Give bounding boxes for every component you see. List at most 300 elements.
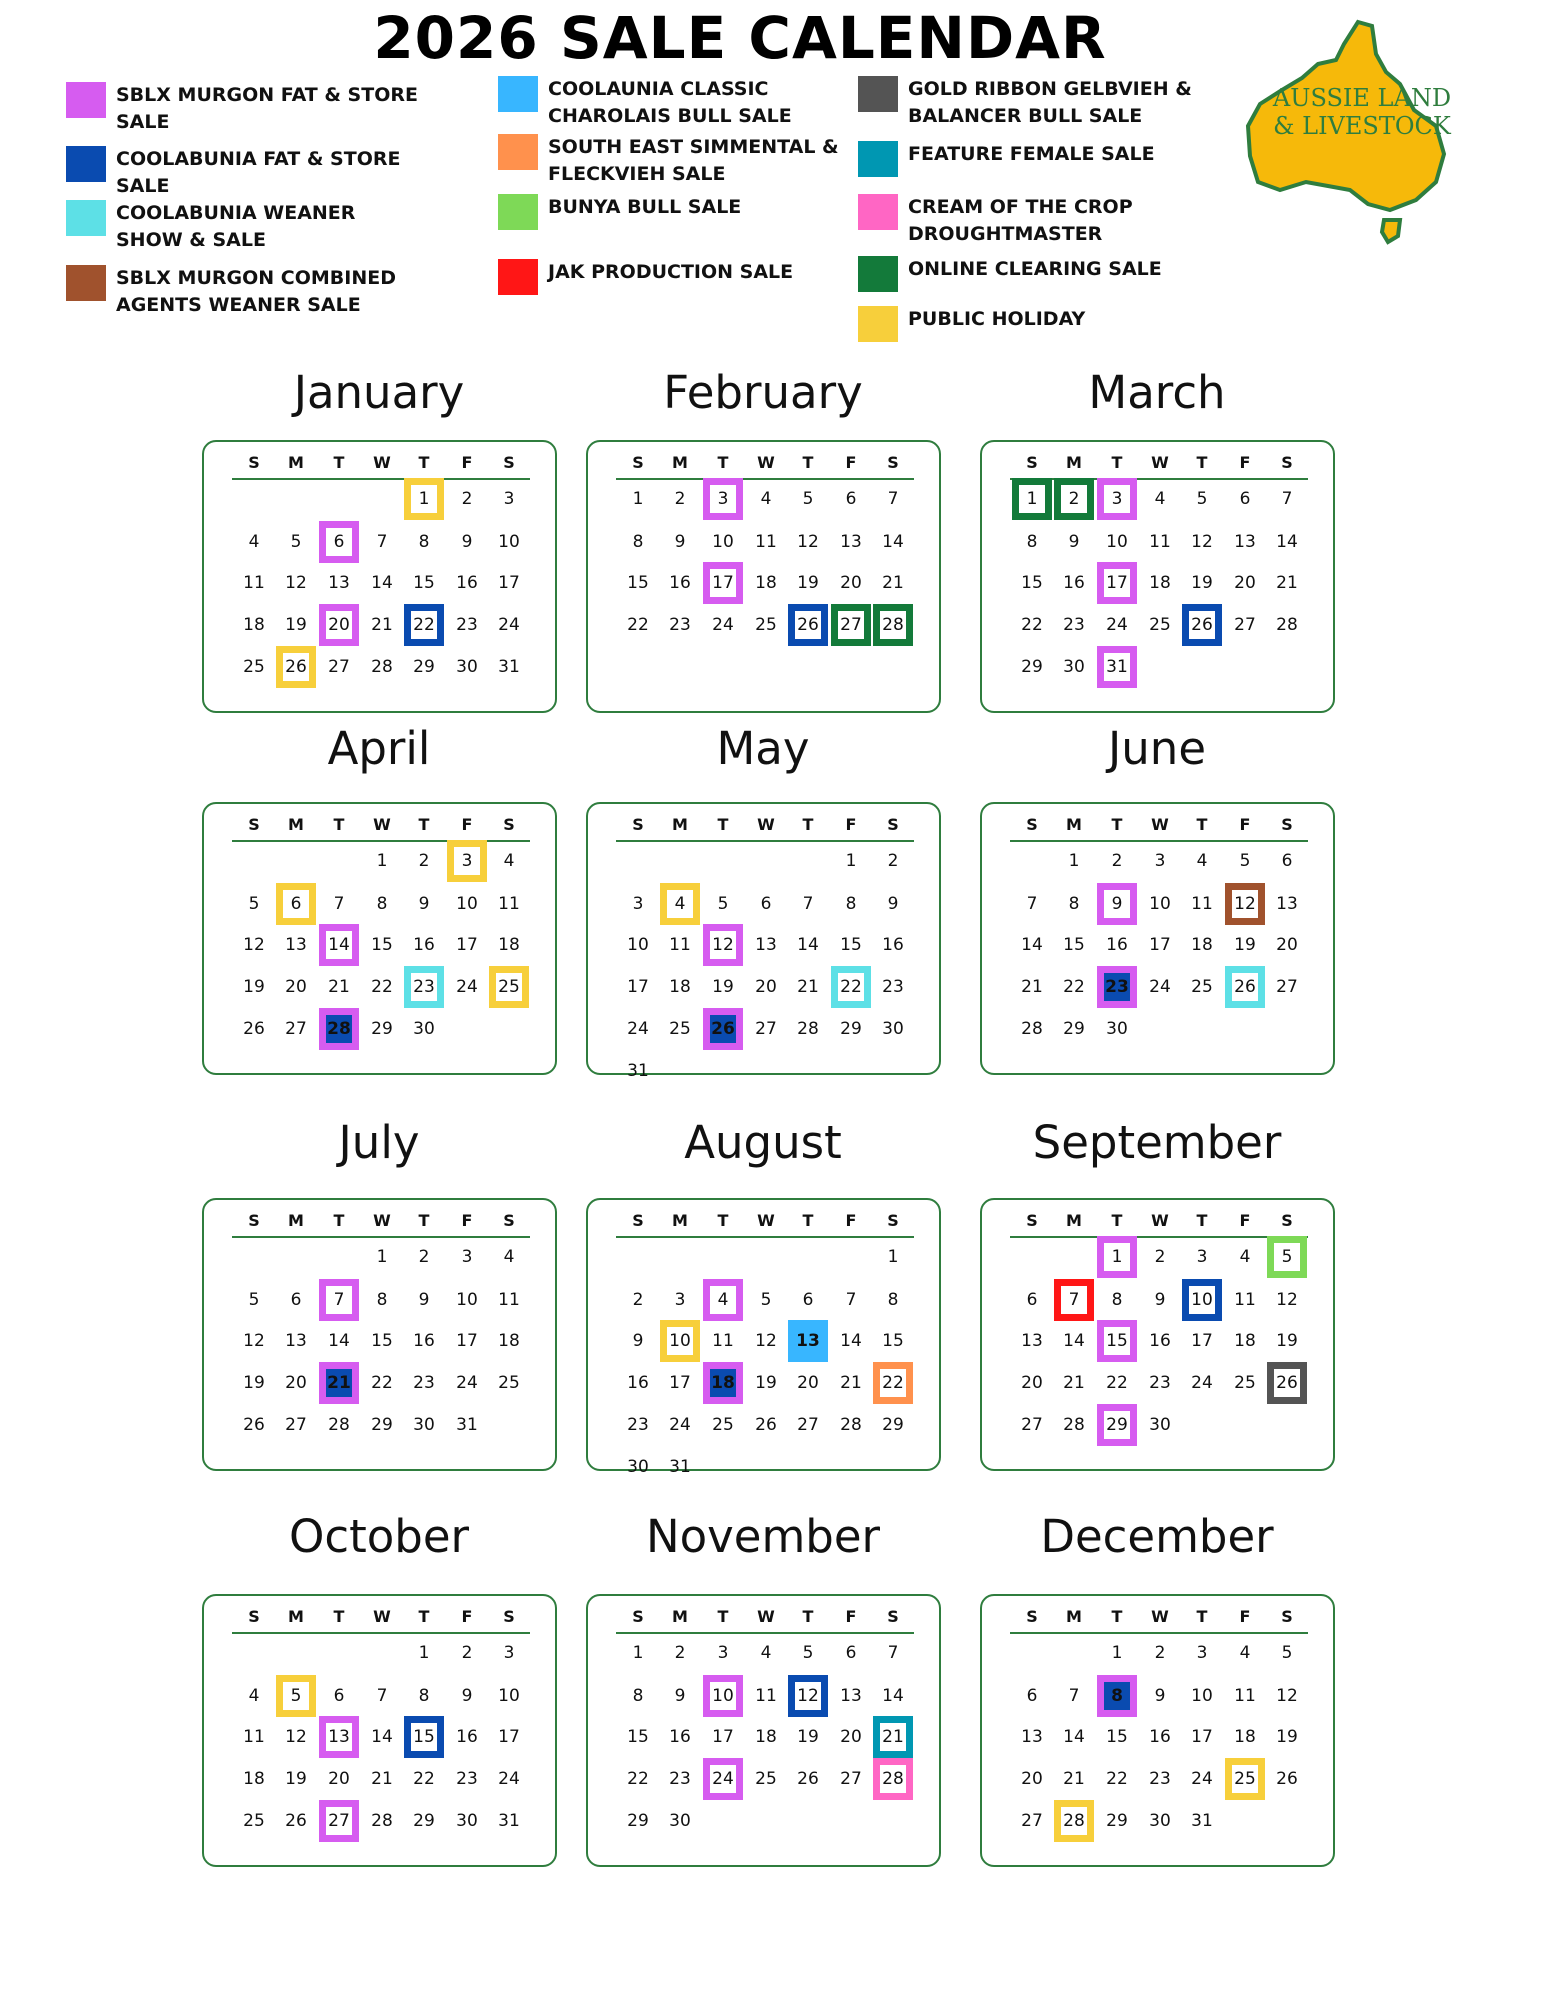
day-cell[interactable]: 18 (243, 615, 265, 635)
day-cell[interactable]: 20 (1234, 573, 1256, 593)
day-cell[interactable]: 21 (328, 977, 350, 997)
day-cell[interactable]: 17 (1191, 1727, 1213, 1747)
day-cell[interactable]: 21 (1063, 1373, 1085, 1393)
day-cell[interactable]: 5 (760, 1290, 772, 1310)
day-cell[interactable]: 29 (1097, 1404, 1137, 1446)
day-cell[interactable]: 5 (802, 1643, 814, 1663)
day-cell[interactable]: 24 (712, 615, 734, 635)
day-cell[interactable]: 26 (703, 1008, 743, 1050)
day-cell[interactable]: 3 (1097, 478, 1137, 520)
day-cell[interactable]: 12 (755, 1331, 777, 1351)
day-cell[interactable]: 31 (1097, 646, 1137, 688)
day-cell[interactable]: 17 (498, 573, 520, 593)
day-cell[interactable]: 9 (418, 894, 430, 914)
day-cell[interactable]: 10 (498, 532, 520, 552)
day-cell[interactable]: 31 (1191, 1811, 1213, 1831)
day-cell[interactable]: 10 (627, 935, 649, 955)
day-cell[interactable]: 14 (328, 1331, 350, 1351)
day-cell[interactable]: 21 (1021, 977, 1043, 997)
day-cell[interactable]: 3 (447, 840, 487, 882)
day-cell[interactable]: 27 (319, 1800, 359, 1842)
day-cell[interactable]: 19 (243, 1373, 265, 1393)
day-cell[interactable]: 27 (831, 604, 871, 646)
day-cell[interactable]: 7 (376, 532, 388, 552)
day-cell[interactable]: 17 (1097, 562, 1137, 604)
day-cell[interactable]: 2 (674, 1643, 686, 1663)
day-cell[interactable]: 8 (376, 1290, 388, 1310)
day-cell[interactable]: 30 (669, 1811, 691, 1831)
day-cell[interactable]: 31 (498, 1811, 520, 1831)
day-cell[interactable]: 28 (873, 1758, 913, 1800)
day-cell[interactable]: 28 (797, 1019, 819, 1039)
day-cell[interactable]: 11 (498, 1290, 520, 1310)
day-cell[interactable]: 3 (461, 1247, 473, 1267)
day-cell[interactable]: 28 (319, 1008, 359, 1050)
day-cell[interactable]: 10 (1106, 532, 1128, 552)
day-cell[interactable]: 28 (1063, 1415, 1085, 1435)
day-cell[interactable]: 24 (627, 1019, 649, 1039)
day-cell[interactable]: 26 (755, 1415, 777, 1435)
day-cell[interactable]: 31 (627, 1061, 649, 1081)
day-cell[interactable]: 9 (1097, 883, 1137, 925)
day-cell[interactable]: 17 (1191, 1331, 1213, 1351)
day-cell[interactable]: 1 (376, 851, 388, 871)
day-cell[interactable]: 25 (1234, 1373, 1256, 1393)
day-cell[interactable]: 4 (760, 489, 772, 509)
day-cell[interactable]: 21 (1276, 573, 1298, 593)
day-cell[interactable]: 8 (1097, 1675, 1137, 1717)
day-cell[interactable]: 8 (632, 532, 644, 552)
day-cell[interactable]: 14 (882, 1686, 904, 1706)
day-cell[interactable]: 25 (1225, 1758, 1265, 1800)
day-cell[interactable]: 27 (755, 1019, 777, 1039)
day-cell[interactable]: 22 (404, 604, 444, 646)
day-cell[interactable]: 16 (413, 935, 435, 955)
day-cell[interactable]: 24 (498, 615, 520, 635)
day-cell[interactable]: 29 (413, 657, 435, 677)
day-cell[interactable]: 14 (840, 1331, 862, 1351)
day-cell[interactable]: 5 (1196, 489, 1208, 509)
day-cell[interactable]: 3 (1154, 851, 1166, 871)
day-cell[interactable]: 6 (1239, 489, 1251, 509)
day-cell[interactable]: 23 (882, 977, 904, 997)
day-cell[interactable]: 28 (873, 604, 913, 646)
day-cell[interactable]: 16 (669, 1727, 691, 1747)
day-cell[interactable]: 16 (1149, 1727, 1171, 1747)
day-cell[interactable]: 22 (371, 977, 393, 997)
day-cell[interactable]: 25 (1191, 977, 1213, 997)
day-cell[interactable]: 19 (797, 573, 819, 593)
day-cell[interactable]: 26 (1276, 1769, 1298, 1789)
day-cell[interactable]: 6 (333, 1686, 345, 1706)
day-cell[interactable]: 23 (1149, 1769, 1171, 1789)
day-cell[interactable]: 27 (1021, 1415, 1043, 1435)
day-cell[interactable]: 12 (703, 924, 743, 966)
day-cell[interactable]: 26 (1267, 1362, 1307, 1404)
day-cell[interactable]: 15 (371, 935, 393, 955)
day-cell[interactable]: 30 (1063, 657, 1085, 677)
day-cell[interactable]: 4 (760, 1643, 772, 1663)
day-cell[interactable]: 18 (755, 573, 777, 593)
day-cell[interactable]: 20 (797, 1373, 819, 1393)
day-cell[interactable]: 11 (1234, 1686, 1256, 1706)
day-cell[interactable]: 13 (328, 573, 350, 593)
day-cell[interactable]: 9 (632, 1331, 644, 1351)
day-cell[interactable]: 4 (503, 1247, 515, 1267)
day-cell[interactable]: 13 (840, 532, 862, 552)
day-cell[interactable]: 12 (285, 1727, 307, 1747)
day-cell[interactable]: 24 (1191, 1373, 1213, 1393)
day-cell[interactable]: 7 (1281, 489, 1293, 509)
day-cell[interactable]: 22 (413, 1769, 435, 1789)
day-cell[interactable]: 25 (243, 1811, 265, 1831)
day-cell[interactable]: 13 (788, 1320, 828, 1362)
day-cell[interactable]: 6 (1026, 1686, 1038, 1706)
day-cell[interactable]: 1 (376, 1247, 388, 1267)
day-cell[interactable]: 2 (632, 1290, 644, 1310)
day-cell[interactable]: 5 (248, 894, 260, 914)
day-cell[interactable]: 30 (627, 1457, 649, 1477)
day-cell[interactable]: 13 (1234, 532, 1256, 552)
day-cell[interactable]: 7 (1054, 1279, 1094, 1321)
day-cell[interactable]: 14 (371, 1727, 393, 1747)
day-cell[interactable]: 27 (1021, 1811, 1043, 1831)
day-cell[interactable]: 19 (797, 1727, 819, 1747)
day-cell[interactable]: 26 (276, 646, 316, 688)
day-cell[interactable]: 11 (755, 1686, 777, 1706)
day-cell[interactable]: 15 (627, 1727, 649, 1747)
day-cell[interactable]: 5 (1267, 1236, 1307, 1278)
day-cell[interactable]: 10 (660, 1320, 700, 1362)
day-cell[interactable]: 6 (845, 489, 857, 509)
day-cell[interactable]: 18 (1149, 573, 1171, 593)
day-cell[interactable]: 11 (755, 532, 777, 552)
day-cell[interactable]: 6 (319, 521, 359, 563)
day-cell[interactable]: 7 (1068, 1686, 1080, 1706)
day-cell[interactable]: 3 (717, 1643, 729, 1663)
day-cell[interactable]: 14 (1021, 935, 1043, 955)
day-cell[interactable]: 30 (456, 1811, 478, 1831)
day-cell[interactable]: 23 (1063, 615, 1085, 635)
day-cell[interactable]: 23 (669, 615, 691, 635)
day-cell[interactable]: 18 (243, 1769, 265, 1789)
day-cell[interactable]: 4 (1239, 1247, 1251, 1267)
day-cell[interactable]: 21 (882, 573, 904, 593)
day-cell[interactable]: 30 (1106, 1019, 1128, 1039)
day-cell[interactable]: 23 (413, 1373, 435, 1393)
day-cell[interactable]: 23 (456, 1769, 478, 1789)
day-cell[interactable]: 13 (285, 935, 307, 955)
day-cell[interactable]: 8 (418, 1686, 430, 1706)
day-cell[interactable]: 26 (285, 1811, 307, 1831)
day-cell[interactable]: 20 (1021, 1373, 1043, 1393)
day-cell[interactable]: 17 (712, 1727, 734, 1747)
day-cell[interactable]: 4 (660, 883, 700, 925)
day-cell[interactable]: 8 (632, 1686, 644, 1706)
day-cell[interactable]: 23 (669, 1769, 691, 1789)
day-cell[interactable]: 9 (1154, 1290, 1166, 1310)
day-cell[interactable]: 25 (498, 1373, 520, 1393)
day-cell[interactable]: 16 (1149, 1331, 1171, 1351)
day-cell[interactable]: 16 (1063, 573, 1085, 593)
day-cell[interactable]: 19 (285, 615, 307, 635)
day-cell[interactable]: 14 (371, 573, 393, 593)
day-cell[interactable]: 6 (1281, 851, 1293, 871)
day-cell[interactable]: 19 (243, 977, 265, 997)
day-cell[interactable]: 12 (285, 573, 307, 593)
day-cell[interactable]: 29 (371, 1415, 393, 1435)
day-cell[interactable]: 3 (503, 489, 515, 509)
day-cell[interactable]: 9 (461, 1686, 473, 1706)
day-cell[interactable]: 10 (456, 1290, 478, 1310)
day-cell[interactable]: 2 (887, 851, 899, 871)
day-cell[interactable]: 21 (371, 1769, 393, 1789)
day-cell[interactable]: 20 (285, 977, 307, 997)
day-cell[interactable]: 15 (1106, 1727, 1128, 1747)
day-cell[interactable]: 23 (627, 1415, 649, 1435)
day-cell[interactable]: 14 (1276, 532, 1298, 552)
day-cell[interactable]: 28 (1021, 1019, 1043, 1039)
day-cell[interactable]: 17 (456, 935, 478, 955)
day-cell[interactable]: 11 (1191, 894, 1213, 914)
day-cell[interactable]: 12 (788, 1675, 828, 1717)
day-cell[interactable]: 10 (1149, 894, 1171, 914)
day-cell[interactable]: 28 (840, 1415, 862, 1435)
day-cell[interactable]: 2 (1111, 851, 1123, 871)
day-cell[interactable]: 12 (1191, 532, 1213, 552)
day-cell[interactable]: 20 (840, 573, 862, 593)
day-cell[interactable]: 14 (797, 935, 819, 955)
day-cell[interactable]: 12 (1225, 883, 1265, 925)
day-cell[interactable]: 29 (413, 1811, 435, 1831)
day-cell[interactable]: 12 (797, 532, 819, 552)
day-cell[interactable]: 25 (1149, 615, 1171, 635)
day-cell[interactable]: 26 (1225, 966, 1265, 1008)
day-cell[interactable]: 23 (1149, 1373, 1171, 1393)
day-cell[interactable]: 20 (1021, 1769, 1043, 1789)
day-cell[interactable]: 8 (1068, 894, 1080, 914)
day-cell[interactable]: 29 (1106, 1811, 1128, 1831)
day-cell[interactable]: 27 (285, 1415, 307, 1435)
day-cell[interactable]: 2 (1054, 478, 1094, 520)
day-cell[interactable]: 3 (674, 1290, 686, 1310)
day-cell[interactable]: 1 (1012, 478, 1052, 520)
day-cell[interactable]: 2 (418, 1247, 430, 1267)
day-cell[interactable]: 2 (674, 489, 686, 509)
day-cell[interactable]: 23 (456, 615, 478, 635)
day-cell[interactable]: 12 (1276, 1290, 1298, 1310)
day-cell[interactable]: 8 (1111, 1290, 1123, 1310)
day-cell[interactable]: 1 (845, 851, 857, 871)
day-cell[interactable]: 13 (840, 1686, 862, 1706)
day-cell[interactable]: 2 (1154, 1247, 1166, 1267)
day-cell[interactable]: 6 (845, 1643, 857, 1663)
day-cell[interactable]: 7 (802, 894, 814, 914)
day-cell[interactable]: 5 (276, 1675, 316, 1717)
day-cell[interactable]: 24 (498, 1769, 520, 1789)
day-cell[interactable]: 6 (802, 1290, 814, 1310)
day-cell[interactable]: 27 (328, 657, 350, 677)
day-cell[interactable]: 11 (1234, 1290, 1256, 1310)
day-cell[interactable]: 9 (461, 532, 473, 552)
day-cell[interactable]: 10 (456, 894, 478, 914)
day-cell[interactable]: 17 (498, 1727, 520, 1747)
day-cell[interactable]: 11 (243, 573, 265, 593)
day-cell[interactable]: 15 (371, 1331, 393, 1351)
day-cell[interactable]: 24 (1106, 615, 1128, 635)
day-cell[interactable]: 7 (887, 489, 899, 509)
day-cell[interactable]: 5 (1239, 851, 1251, 871)
day-cell[interactable]: 17 (703, 562, 743, 604)
day-cell[interactable]: 20 (285, 1373, 307, 1393)
day-cell[interactable]: 16 (456, 1727, 478, 1747)
day-cell[interactable]: 28 (1276, 615, 1298, 635)
day-cell[interactable]: 4 (1196, 851, 1208, 871)
day-cell[interactable]: 13 (1276, 894, 1298, 914)
day-cell[interactable]: 12 (243, 935, 265, 955)
day-cell[interactable]: 7 (1026, 894, 1038, 914)
day-cell[interactable]: 1 (1068, 851, 1080, 871)
day-cell[interactable]: 14 (319, 924, 359, 966)
day-cell[interactable]: 11 (1149, 532, 1171, 552)
day-cell[interactable]: 25 (489, 966, 529, 1008)
day-cell[interactable]: 11 (712, 1331, 734, 1351)
day-cell[interactable]: 28 (371, 657, 393, 677)
day-cell[interactable]: 22 (627, 1769, 649, 1789)
day-cell[interactable]: 16 (1106, 935, 1128, 955)
day-cell[interactable]: 19 (1276, 1331, 1298, 1351)
day-cell[interactable]: 19 (285, 1769, 307, 1789)
day-cell[interactable]: 3 (632, 894, 644, 914)
day-cell[interactable]: 29 (1063, 1019, 1085, 1039)
day-cell[interactable]: 16 (882, 935, 904, 955)
day-cell[interactable]: 7 (845, 1290, 857, 1310)
day-cell[interactable]: 7 (887, 1643, 899, 1663)
day-cell[interactable]: 18 (498, 935, 520, 955)
day-cell[interactable]: 15 (882, 1331, 904, 1351)
day-cell[interactable]: 27 (1234, 615, 1256, 635)
day-cell[interactable]: 17 (669, 1373, 691, 1393)
day-cell[interactable]: 25 (669, 1019, 691, 1039)
day-cell[interactable]: 1 (404, 478, 444, 520)
day-cell[interactable]: 27 (797, 1415, 819, 1435)
day-cell[interactable]: 9 (887, 894, 899, 914)
day-cell[interactable]: 30 (1149, 1415, 1171, 1435)
day-cell[interactable]: 17 (627, 977, 649, 997)
day-cell[interactable]: 9 (418, 1290, 430, 1310)
day-cell[interactable]: 4 (703, 1279, 743, 1321)
day-cell[interactable]: 21 (797, 977, 819, 997)
day-cell[interactable]: 15 (840, 935, 862, 955)
day-cell[interactable]: 27 (840, 1769, 862, 1789)
day-cell[interactable]: 28 (1054, 1800, 1094, 1842)
day-cell[interactable]: 26 (243, 1019, 265, 1039)
day-cell[interactable]: 29 (371, 1019, 393, 1039)
day-cell[interactable]: 25 (712, 1415, 734, 1435)
day-cell[interactable]: 1 (887, 1247, 899, 1267)
day-cell[interactable]: 19 (1234, 935, 1256, 955)
day-cell[interactable]: 8 (418, 532, 430, 552)
day-cell[interactable]: 22 (1063, 977, 1085, 997)
day-cell[interactable]: 8 (1026, 532, 1038, 552)
day-cell[interactable]: 22 (627, 615, 649, 635)
day-cell[interactable]: 21 (319, 1362, 359, 1404)
day-cell[interactable]: 1 (1097, 1236, 1137, 1278)
day-cell[interactable]: 22 (1021, 615, 1043, 635)
day-cell[interactable]: 16 (413, 1331, 435, 1351)
day-cell[interactable]: 3 (1196, 1643, 1208, 1663)
day-cell[interactable]: 13 (755, 935, 777, 955)
day-cell[interactable]: 22 (1106, 1769, 1128, 1789)
day-cell[interactable]: 14 (1063, 1331, 1085, 1351)
day-cell[interactable]: 17 (1149, 935, 1171, 955)
day-cell[interactable]: 13 (319, 1716, 359, 1758)
day-cell[interactable]: 14 (1063, 1727, 1085, 1747)
day-cell[interactable]: 10 (712, 532, 734, 552)
day-cell[interactable]: 4 (1239, 1643, 1251, 1663)
day-cell[interactable]: 30 (882, 1019, 904, 1039)
day-cell[interactable]: 18 (669, 977, 691, 997)
day-cell[interactable]: 10 (1191, 1686, 1213, 1706)
day-cell[interactable]: 22 (873, 1362, 913, 1404)
day-cell[interactable]: 6 (276, 883, 316, 925)
day-cell[interactable]: 26 (243, 1415, 265, 1435)
day-cell[interactable]: 4 (1154, 489, 1166, 509)
day-cell[interactable]: 5 (717, 894, 729, 914)
day-cell[interactable]: 18 (703, 1362, 743, 1404)
day-cell[interactable]: 25 (755, 1769, 777, 1789)
day-cell[interactable]: 5 (290, 532, 302, 552)
day-cell[interactable]: 20 (755, 977, 777, 997)
day-cell[interactable]: 29 (627, 1811, 649, 1831)
day-cell[interactable]: 24 (1191, 1769, 1213, 1789)
day-cell[interactable]: 8 (887, 1290, 899, 1310)
day-cell[interactable]: 21 (371, 615, 393, 635)
day-cell[interactable]: 22 (1106, 1373, 1128, 1393)
day-cell[interactable]: 8 (376, 894, 388, 914)
day-cell[interactable]: 6 (290, 1290, 302, 1310)
day-cell[interactable]: 12 (1276, 1686, 1298, 1706)
day-cell[interactable]: 5 (1281, 1643, 1293, 1663)
day-cell[interactable]: 17 (456, 1331, 478, 1351)
day-cell[interactable]: 19 (1276, 1727, 1298, 1747)
day-cell[interactable]: 10 (703, 1675, 743, 1717)
day-cell[interactable]: 15 (627, 573, 649, 593)
day-cell[interactable]: 6 (760, 894, 772, 914)
day-cell[interactable]: 23 (404, 966, 444, 1008)
day-cell[interactable]: 6 (1026, 1290, 1038, 1310)
day-cell[interactable]: 1 (1111, 1643, 1123, 1663)
day-cell[interactable]: 21 (840, 1373, 862, 1393)
day-cell[interactable]: 28 (371, 1811, 393, 1831)
day-cell[interactable]: 9 (674, 1686, 686, 1706)
day-cell[interactable]: 30 (456, 657, 478, 677)
day-cell[interactable]: 11 (498, 894, 520, 914)
day-cell[interactable]: 24 (456, 1373, 478, 1393)
day-cell[interactable]: 2 (418, 851, 430, 871)
day-cell[interactable]: 21 (1063, 1769, 1085, 1789)
day-cell[interactable]: 1 (632, 1643, 644, 1663)
day-cell[interactable]: 16 (627, 1373, 649, 1393)
day-cell[interactable]: 4 (503, 851, 515, 871)
day-cell[interactable]: 9 (1154, 1686, 1166, 1706)
day-cell[interactable]: 31 (456, 1415, 478, 1435)
day-cell[interactable]: 15 (1063, 935, 1085, 955)
day-cell[interactable]: 10 (1182, 1279, 1222, 1321)
day-cell[interactable]: 25 (755, 615, 777, 635)
day-cell[interactable]: 18 (1234, 1331, 1256, 1351)
day-cell[interactable]: 27 (1276, 977, 1298, 997)
